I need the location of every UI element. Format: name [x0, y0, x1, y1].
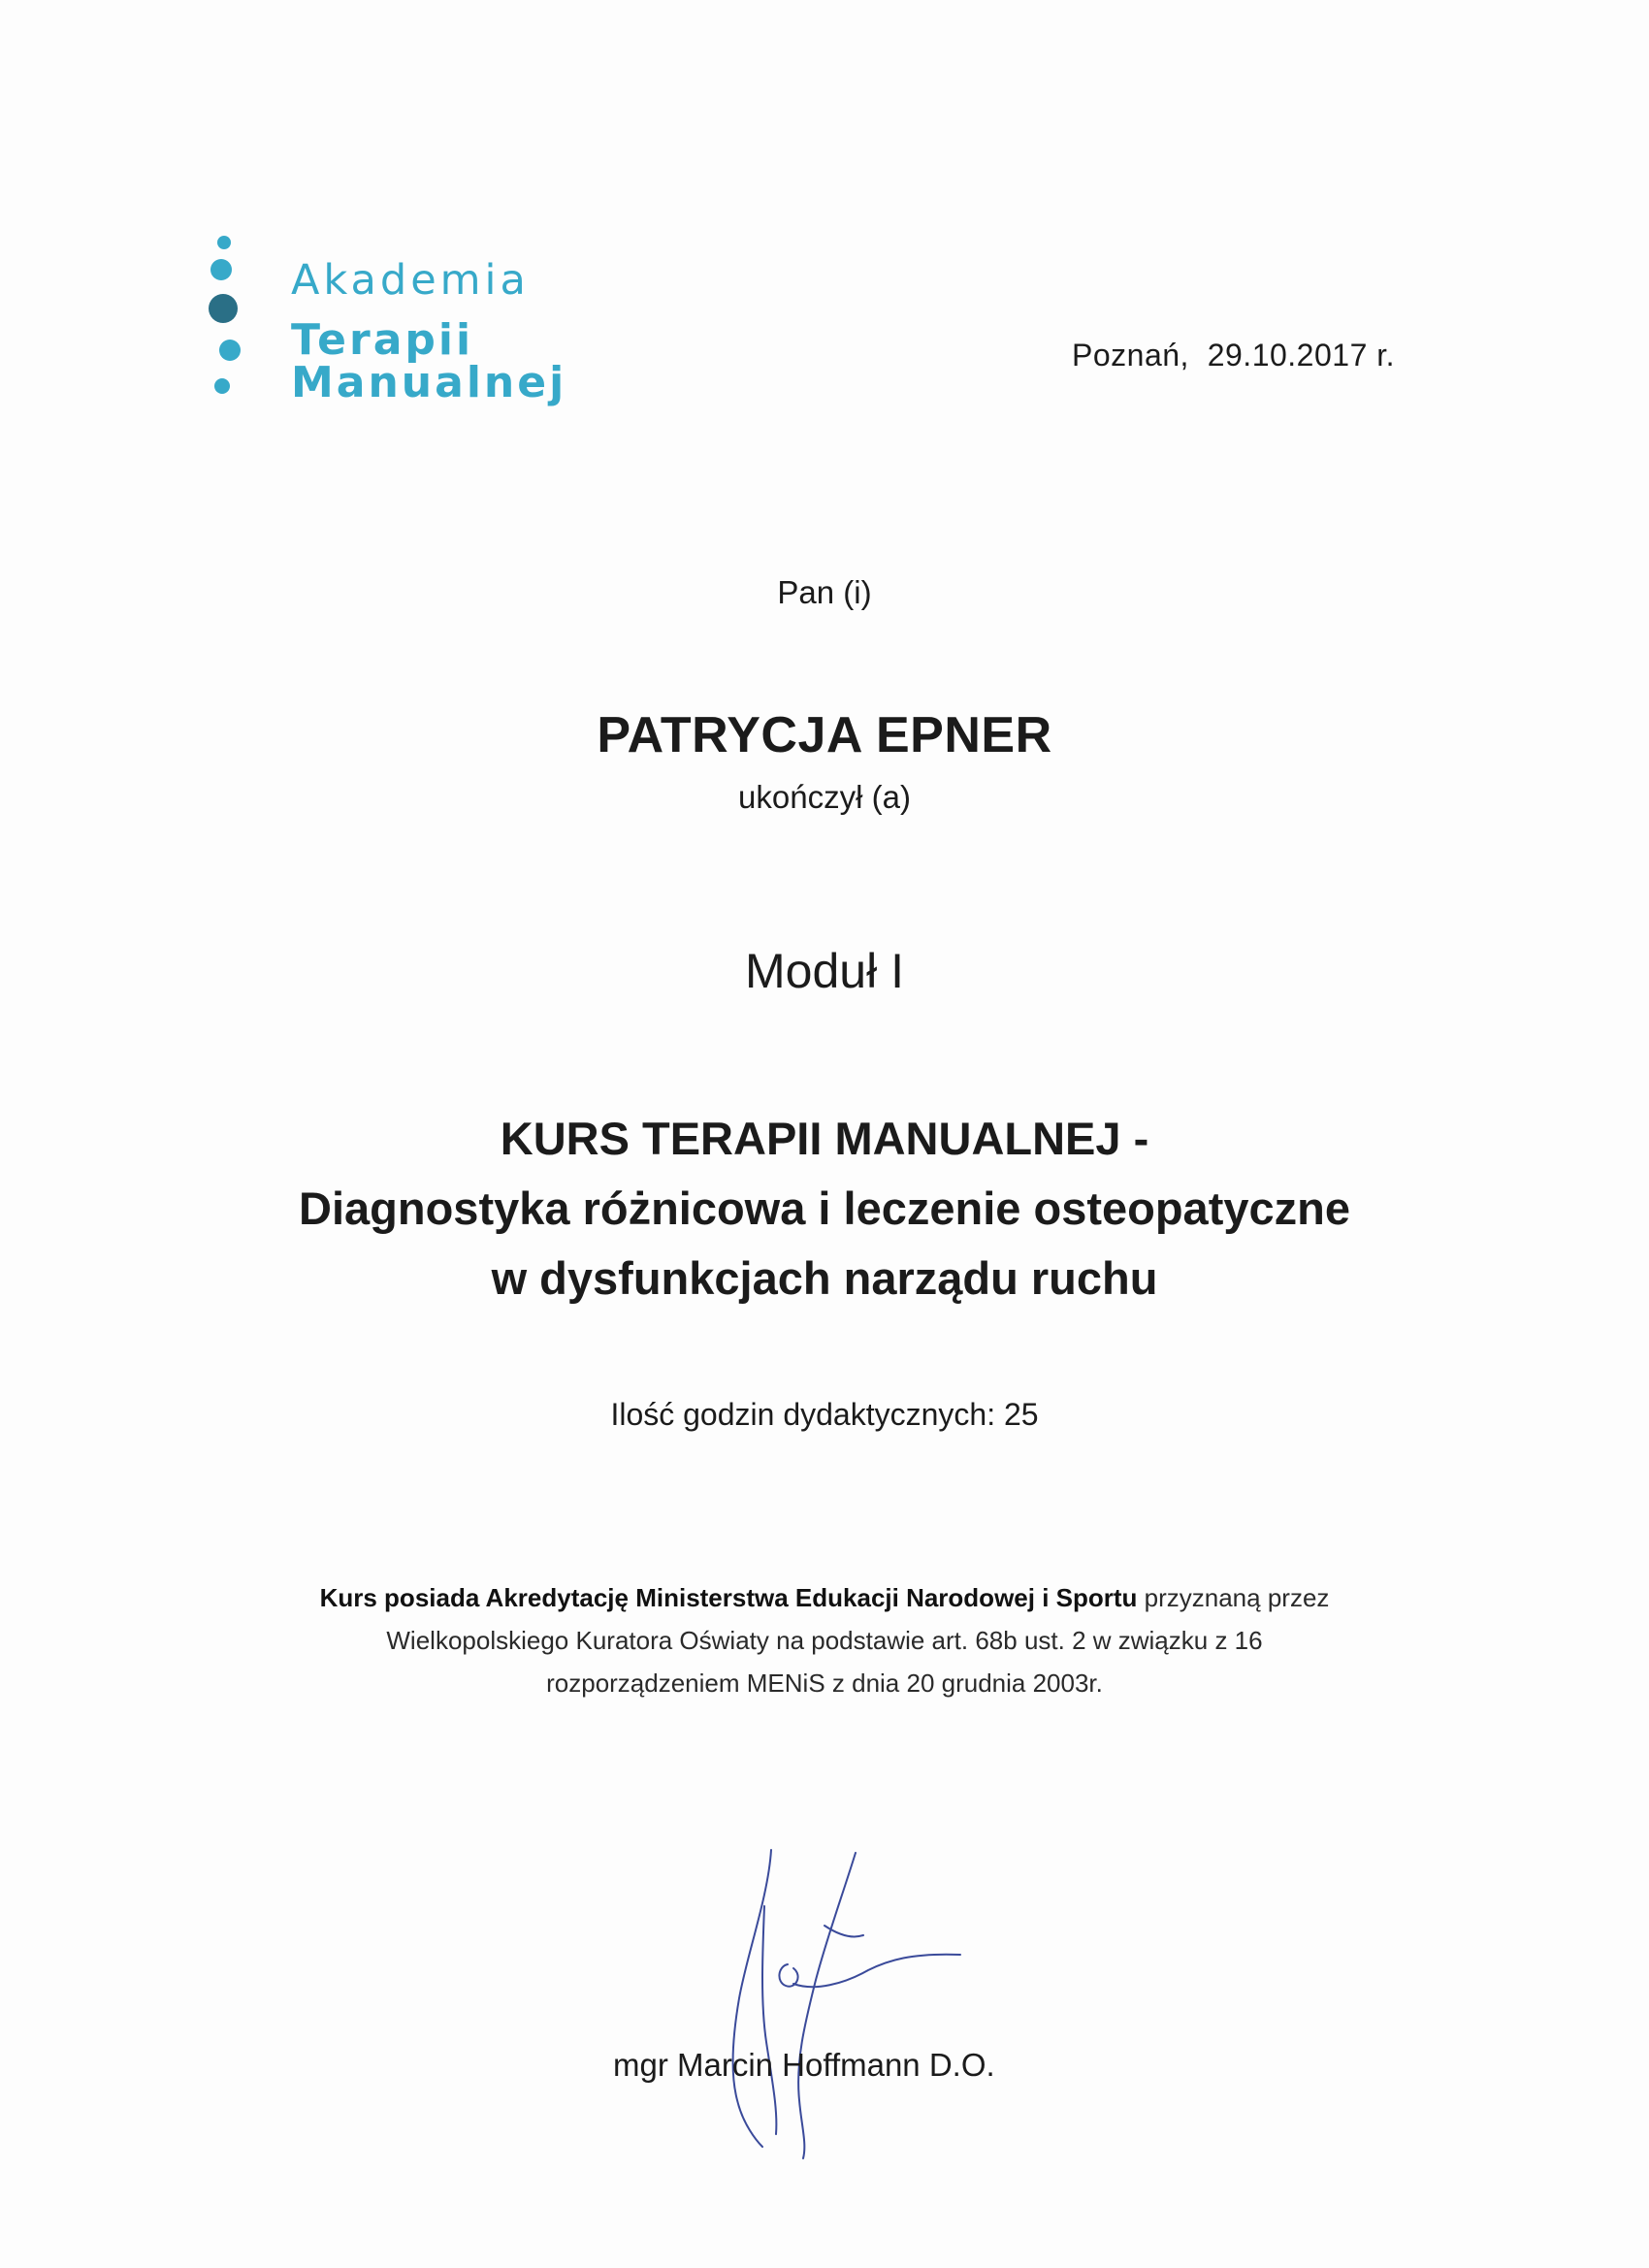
accreditation-line-2: Wielkopolskiego Kuratora Oświaty na podstawie art. 68b ust. 2 w związku z 16: [386, 1626, 1263, 1655]
accreditation-line-1: [0, 1576, 1649, 1619]
logo-line-akademia: Akademia: [291, 256, 530, 305]
accreditation-line-3: rozporządzeniem MENiS z dnia 20 grudnia 2003r.: [546, 1669, 1103, 1698]
course-title: [0, 1104, 1649, 1313]
signature-stroke: [762, 1906, 776, 2134]
accreditation-bold-text: Kurs posiada Akredytację Ministerstwa Edukacji Narodowej i Sportu: [319, 1583, 1138, 1612]
course-title-line: Diagnostyka różnicowa i leczenie osteopatyczne: [299, 1183, 1350, 1234]
place-and-date: Poznań, 29.10.2017 r.: [1072, 338, 1396, 373]
salutation: Pan (i): [777, 574, 872, 610]
academy-logo: [209, 231, 752, 405]
completed-text: ukończył (a): [738, 779, 911, 815]
handwritten-signature: [679, 1838, 989, 2168]
module-title: Moduł I: [745, 944, 904, 998]
recipient-name: PATRYCJA EPNER: [597, 707, 1052, 763]
course-title-line: w dysfunkcjach narządu ruchu: [491, 1252, 1158, 1304]
signature-stroke: [733, 1850, 771, 2147]
didactic-hours: Ilość godzin dydaktycznych: 25: [610, 1397, 1039, 1432]
logo-wordmark: [291, 256, 752, 407]
logo-dots-icon: [209, 231, 247, 405]
signer-name: mgr Marcin Hoffmann D.O.: [613, 2047, 995, 2083]
accreditation-note: [0, 1576, 1649, 1704]
signature-stroke: [779, 1964, 797, 1987]
accreditation-rest-text: przyznaną przez: [1137, 1583, 1330, 1612]
course-title-line: KURS TERAPII MANUALNEJ -: [500, 1113, 1149, 1164]
logo-line-terapii-manualnej: Terapii Manualnej: [291, 315, 567, 407]
signature-stroke: [798, 1853, 856, 2158]
